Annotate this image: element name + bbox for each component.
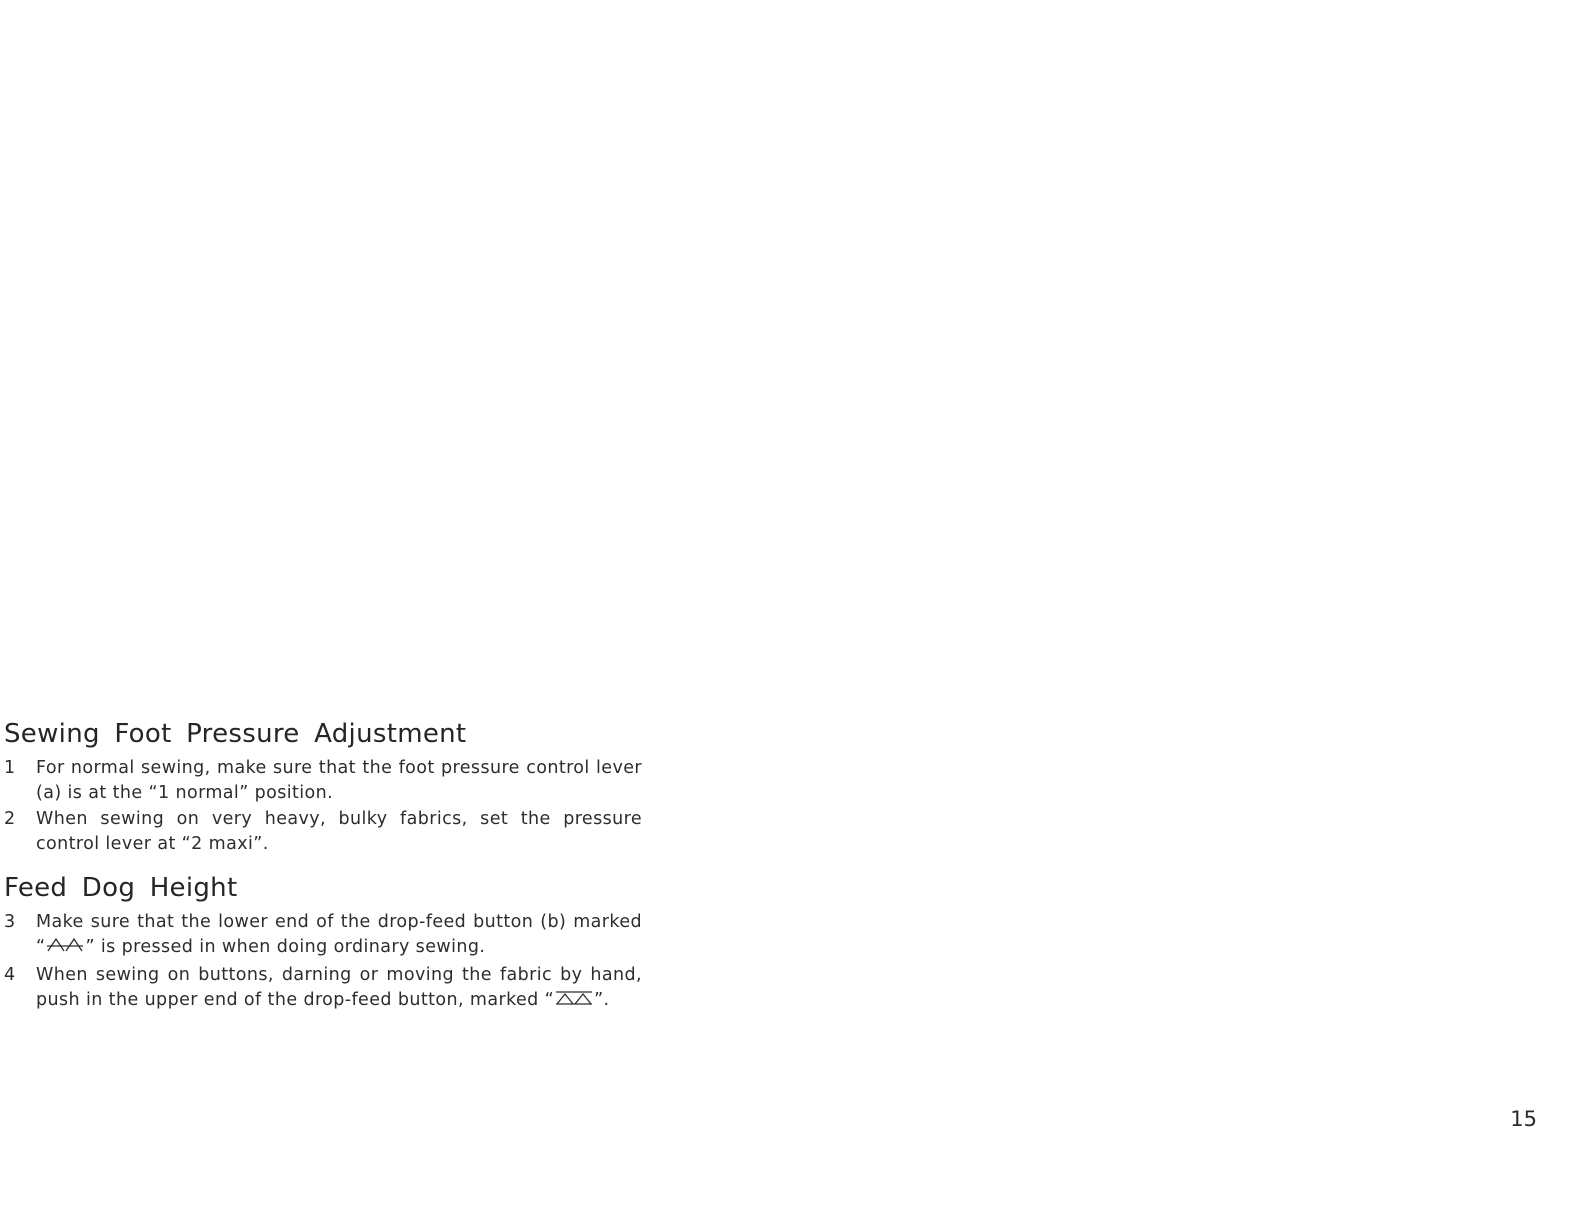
instruction-item bbox=[4, 910, 642, 963]
instruction-item bbox=[4, 756, 642, 807]
instruction-text-before: When sewing on buttons, darning or moving the fabric by hand, push in the upper end of the drop-feed button, marked “ bbox=[36, 964, 642, 1011]
instruction-text: When sewing on very heavy, bulky fabrics, set the pressure control lever at “2 maxi”. bbox=[36, 808, 642, 854]
manual-text-column bbox=[4, 712, 654, 1015]
instruction-number: 4 bbox=[4, 964, 16, 985]
feed-dog-instructions bbox=[4, 910, 654, 1015]
instruction-text-after: ”. bbox=[594, 990, 610, 1011]
instruction-number: 2 bbox=[4, 808, 16, 829]
instruction-text-before: Make sure that the lower end of the drop-feed button (b) marked “ bbox=[36, 912, 642, 958]
foot-pressure-instructions bbox=[4, 756, 654, 857]
section-heading-feed-dog: Feed Dog Height bbox=[4, 873, 238, 904]
instruction-text-after: ” is pressed in when doing ordinary sewing. bbox=[85, 937, 486, 958]
instruction-text: For normal sewing, make sure that the foot pressure control lever (a) is at the “1 normal” position. bbox=[36, 758, 642, 804]
feed-dog-raised-icon bbox=[45, 936, 85, 962]
page-number: 15 bbox=[1510, 1107, 1537, 1131]
instruction-number: 3 bbox=[4, 912, 16, 933]
instruction-number: 1 bbox=[4, 758, 16, 778]
instruction-item bbox=[4, 963, 642, 1016]
feed-dog-lowered-icon bbox=[554, 989, 594, 1015]
instruction-item bbox=[4, 807, 642, 858]
section-heading-foot-pressure: Sewing Foot Pressure Adjustment bbox=[4, 719, 467, 749]
